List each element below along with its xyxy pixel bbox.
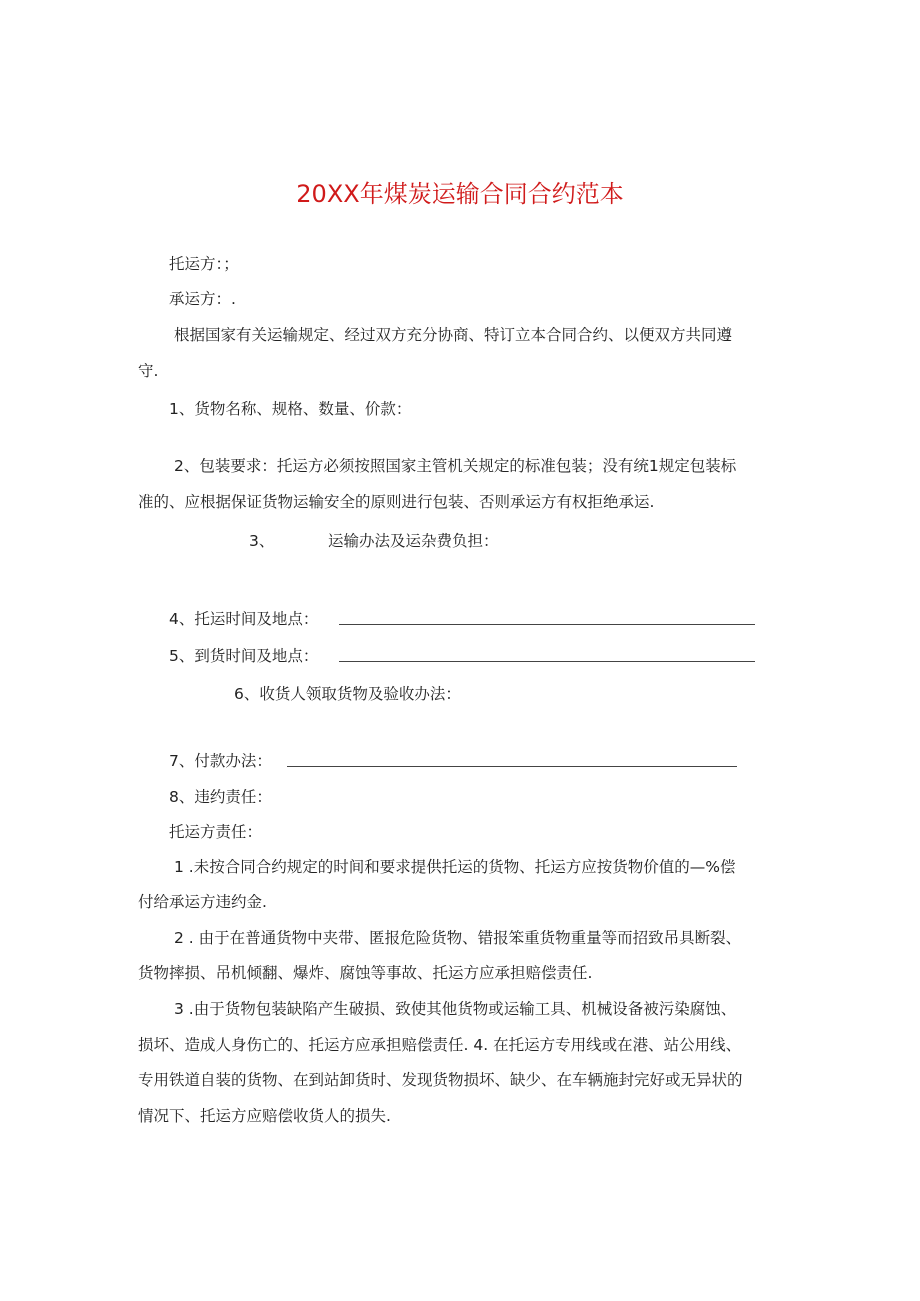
item-2-packaging-line-1: 2、包装要求：托运方必须按照国家主管机关规定的标准包装；没有统1规定包装标 [174,457,737,475]
party-shipper: 托运方：； [169,255,239,273]
item-1-goods: 1、货物名称、规格、数量、价款： [169,400,412,418]
clause-2-line-2: 货物摔损、吊机倾翻、爆炸、腐蚀等事故、托运方应承担赔偿责任. [138,964,593,982]
item-2-packaging-line-2: 准的、应根据保证货物运输安全的原则进行包装、否则承运方有权拒绝承运. [138,493,655,511]
clause-1-line-2: 付给承运方违约金. [138,893,267,911]
item-7-blank-line [287,766,737,767]
party-carrier: 承运方：. [169,290,236,308]
intro-paragraph-line-1: 根据国家有关运输规定、经过双方充分协商、特订立本合同合约、以便双方共同遵 [174,326,733,344]
item-3-transport-method: 运输办法及运杂费负担： [328,532,499,550]
clause-3-line-4: 情况下、托运方应赔偿收货人的损失. [138,1107,391,1125]
item-5-blank-line [339,661,755,662]
intro-paragraph-line-2: 守. [138,362,159,380]
item-8-liability: 8、违约责任： [169,788,272,806]
item-6-receipt-inspection: 6、收货人领取货物及验收办法： [234,685,461,703]
clause-1-line-1: 1 .未按合同合约规定的时间和要求提供托运的货物、托运方应按货物价值的—%偿 [174,858,736,876]
clause-3-line-2: 损坏、造成人身伤亡的、托运方应承担赔偿责任. 4. 在托运方专用线或在港、站公用线、 [138,1036,742,1054]
document-title: 20XX年煤炭运输合同合约范本 [296,180,624,208]
clause-3-line-3: 专用铁道自装的货物、在到站卸货时、发现货物损坏、缺少、在车辆施封完好或无异状的 [138,1071,743,1089]
shipper-liability-heading: 托运方责任： [169,823,263,841]
item-3-number: 3、 [249,532,275,550]
item-5-arrival-time-place: 5、到货时间及地点： [169,647,319,665]
clause-3-line-1: 3 .由于货物包装缺陷产生破损、致使其他货物或运输工具、机械设备被污染腐蚀、 [174,1000,737,1018]
item-4-blank-line [339,624,755,625]
item-4-shipping-time-place: 4、托运时间及地点： [169,610,319,628]
item-7-payment-method: 7、付款办法： [169,752,272,770]
clause-2-line-1: 2 . 由于在普通货物中夹带、匿报危险货物、错报笨重货物重量等而招致吊具断裂、 [174,929,742,947]
